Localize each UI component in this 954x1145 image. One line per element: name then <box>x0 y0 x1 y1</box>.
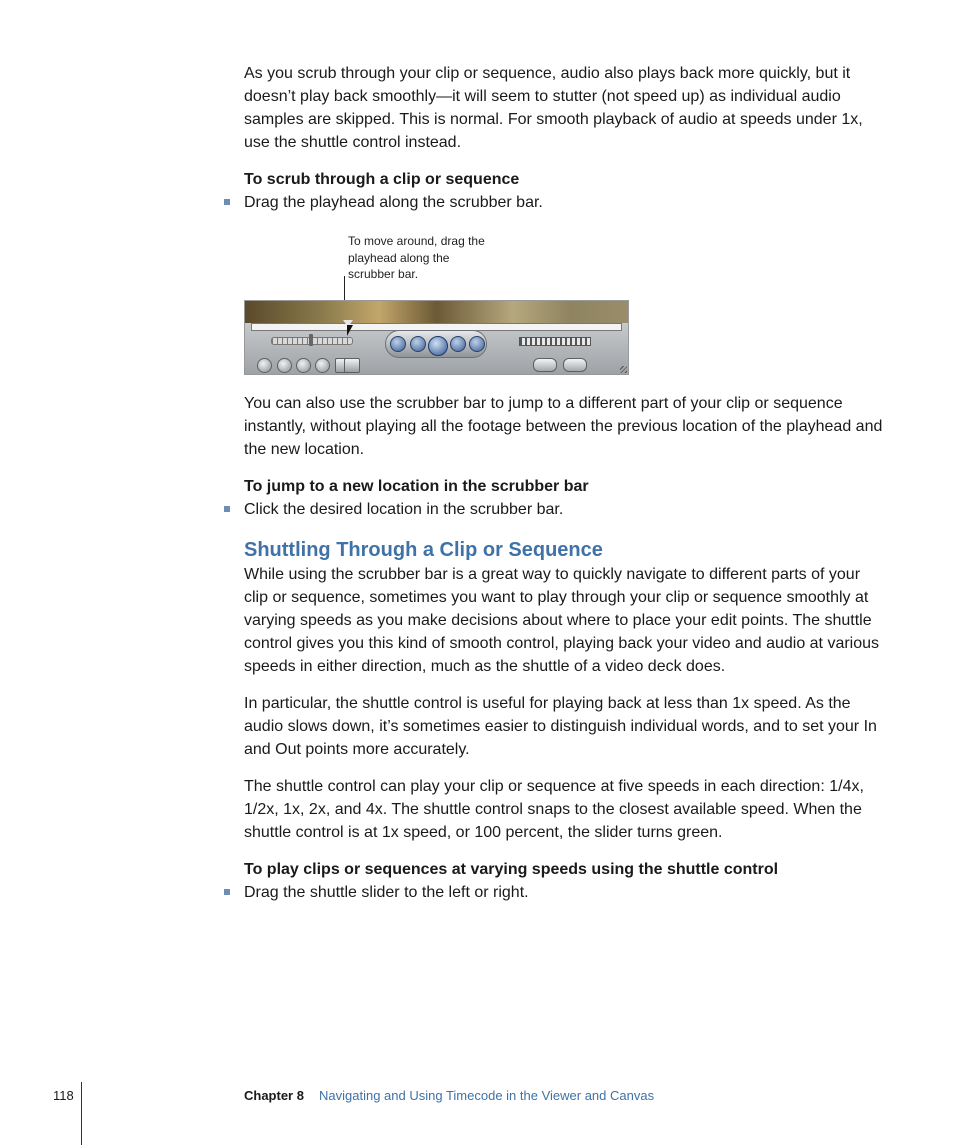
add-keyframe-button[interactable] <box>296 358 311 373</box>
previous-edit-button[interactable] <box>390 336 406 352</box>
task-step-scrub: Drag the playhead along the scrubber bar. <box>244 194 543 211</box>
next-edit-button[interactable] <box>469 336 485 352</box>
mark-clip-button[interactable] <box>277 358 292 373</box>
task-title-jump: To jump to a new location in the scrubber bar <box>244 478 589 495</box>
chapter-title: Navigating and Using Timecode in the Viewer and Canvas <box>319 1088 655 1103</box>
generator-menu[interactable] <box>563 358 587 372</box>
bullet-icon <box>224 889 230 895</box>
mark-out-button[interactable] <box>344 358 360 373</box>
viewer-controls-figure <box>244 300 629 375</box>
cursor-arrow-icon <box>347 325 353 336</box>
jog-control[interactable] <box>519 337 591 346</box>
task-title-shuttle: To play clips or sequences at varying speeds using the shuttle control <box>244 861 779 878</box>
task-title-scrub: To scrub through a clip or sequence <box>244 171 520 188</box>
scrubber-jump-paragraph: You can also use the scrubber bar to jump to a different part of your clip or sequence instantly, without playing all the footage between the previous location of the playhead and the new location. <box>244 395 883 458</box>
task-step-shuttle: Drag the shuttle slider to the left or right. <box>244 884 529 901</box>
section-paragraph-1: While using the scrubber bar is a great way to quickly navigate to different parts of your clip or sequence, sometimes you want to play through your clip or sequence smoothly at varying speeds as you make decisions about where to place your edit points. The shuttle control gives you this kind of smooth control, playing back your video and audio at various speeds in either direction, much as the shuttle of a video deck does. <box>244 566 880 675</box>
page-number: 118 <box>53 1088 74 1103</box>
figure-callout: To move around, drag the playhead along the scrubber bar. <box>348 234 485 281</box>
recent-clips-menu[interactable] <box>533 358 557 372</box>
intro-paragraph: As you scrub through your clip or sequence, audio also plays back more quickly, but it doesn’t play back smoothly—it will seem to stutter (not speed up) as individual audio samples are skipped. This is normal. For smooth playback of audio at speeds under 1x, use the shuttle control instead. <box>244 65 863 151</box>
chapter-label: Chapter 8 <box>244 1088 304 1103</box>
bullet-icon <box>224 199 230 205</box>
resize-icon[interactable] <box>620 366 627 373</box>
footer-rule <box>81 1082 82 1145</box>
viewer-control-panel <box>245 323 628 374</box>
play-around-current-button[interactable] <box>450 336 466 352</box>
task-step-jump: Click the desired location in the scrubber bar. <box>244 501 564 518</box>
shuttle-knob[interactable] <box>309 334 313 346</box>
add-marker-button[interactable] <box>315 358 330 373</box>
video-frame-strip <box>245 301 628 323</box>
section-paragraph-3: The shuttle control can play your clip or sequence at five speeds in each direction: 1/4x, 1/2x, 1x, 2x, and 4x. The shuttle control snaps to the closest available speed. When the shuttle control is at 1x speed, or 100 percent, the slider turns green. <box>244 778 864 841</box>
section-paragraph-2: In particular, the shuttle control is useful for playing back at less than 1x speed. As the audio slows down, it’s sometimes easier to distinguish individual words, and to set your In and Out points more accurately. <box>244 695 877 758</box>
bullet-icon <box>224 506 230 512</box>
play-icon[interactable] <box>428 336 448 356</box>
match-frame-button[interactable] <box>257 358 272 373</box>
play-in-to-out-button[interactable] <box>410 336 426 352</box>
section-heading: Shuttling Through a Clip or Sequence <box>244 539 603 561</box>
